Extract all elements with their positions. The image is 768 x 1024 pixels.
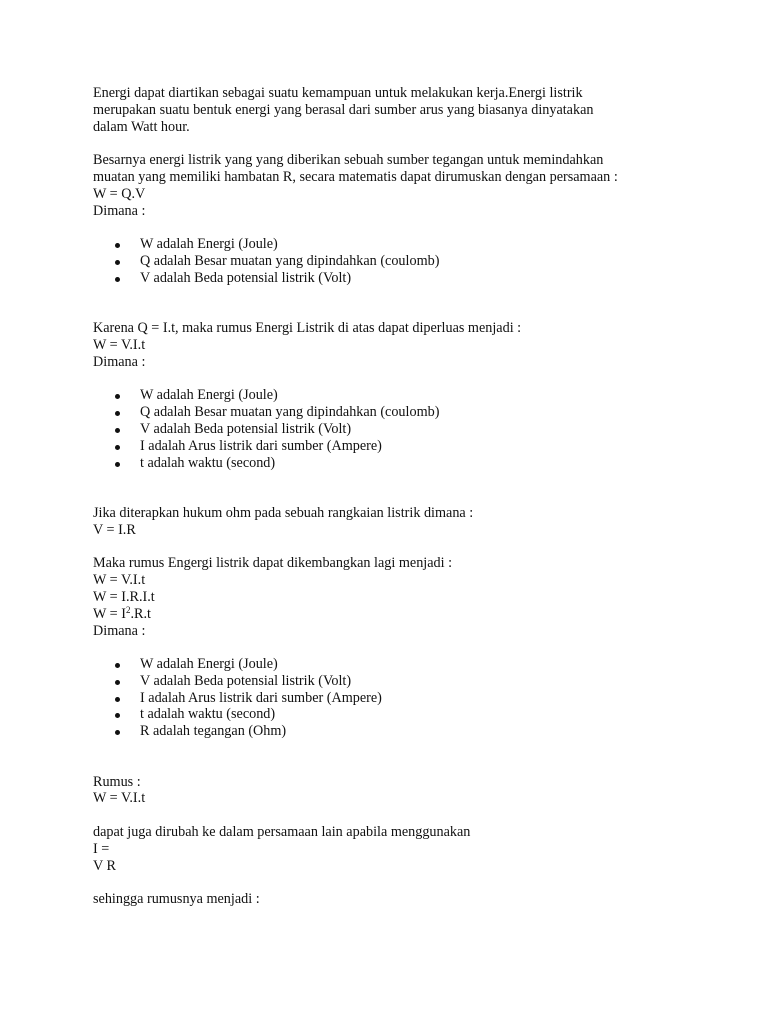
section3-line-1: Jika diterapkan hukum ohm pada sebuah rangkaian listrik dimana : bbox=[93, 504, 474, 521]
section3-formula-1: W = V.I.t bbox=[93, 572, 146, 589]
list-item: V adalah Beda potensial listrik (Volt) bbox=[93, 673, 713, 690]
section4-line-2: sehingga rumusnya menjadi : bbox=[93, 891, 260, 908]
bullet-icon bbox=[115, 243, 120, 248]
bullet-icon bbox=[115, 411, 120, 416]
bullet-icon bbox=[115, 730, 120, 735]
list-item: t adalah waktu (second) bbox=[93, 455, 713, 472]
section3-line-2: Maka rumus Engergi listrik dapat dikembangkan lagi menjadi : bbox=[93, 555, 453, 572]
list-item: I adalah Arus listrik dari sumber (Ampere) bbox=[93, 690, 713, 707]
current-equation: I = bbox=[93, 840, 110, 857]
section3-dimana: Dimana : bbox=[93, 622, 146, 639]
section3-formula-2: W = I.R.I.t bbox=[93, 588, 155, 605]
bullet-icon bbox=[115, 697, 120, 702]
list-item: Q adalah Besar muatan yang dipindahkan (coulomb) bbox=[93, 253, 713, 270]
intro-line-2: merupakan suatu bentuk energi yang berasal dari sumber arus yang biasanya dinyatakan bbox=[93, 101, 594, 118]
list-item: Q adalah Besar muatan yang dipindahkan (coulomb) bbox=[93, 404, 713, 421]
section1-formula: W = Q.V bbox=[93, 185, 146, 202]
document-page bbox=[93, 85, 713, 908]
list-item: V adalah Beda potensial listrik (Volt) bbox=[93, 421, 713, 438]
section3-definition-list bbox=[93, 656, 713, 740]
bullet-icon bbox=[115, 680, 120, 685]
list-item: R adalah tegangan (Ohm) bbox=[93, 723, 713, 740]
list-item: t adalah waktu (second) bbox=[93, 706, 713, 723]
intro-line-3: dalam Watt hour. bbox=[93, 118, 190, 135]
list-item: W adalah Energi (Joule) bbox=[93, 236, 713, 253]
list-item: I adalah Arus listrik dari sumber (Ampere) bbox=[93, 438, 713, 455]
fraction-v-r: V R bbox=[93, 857, 116, 874]
section2-definition-list bbox=[93, 387, 713, 471]
intro-line-1: Energi dapat diartikan sebagai suatu kemampuan untuk melakukan kerja.Energi listrik bbox=[93, 85, 583, 101]
section3-formula-3: $W = I^2.R.t$ bbox=[93, 604, 151, 622]
list-item: W adalah Energi (Joule) bbox=[93, 387, 713, 404]
section1-definition-list bbox=[93, 236, 713, 286]
bullet-icon bbox=[115, 462, 120, 467]
section4-line-1: dapat juga dirubah ke dalam persamaan lain apabila menggunakan bbox=[93, 824, 471, 841]
section2-line-1: Karena Q = I.t, maka rumus Energi Listrik di atas dapat diperluas menjadi : bbox=[93, 320, 522, 337]
section1-line-1: Besarnya energi listrik yang yang diberikan sebuah sumber tegangan untuk memindahkan bbox=[93, 152, 604, 169]
bullet-icon bbox=[115, 277, 120, 282]
section2-dimana: Dimana : bbox=[93, 353, 146, 370]
section2-formula: W = V.I.t bbox=[93, 336, 146, 353]
ohm-law-formula: V = I.R bbox=[93, 521, 136, 538]
bullet-icon bbox=[115, 663, 120, 668]
bullet-icon bbox=[115, 445, 120, 450]
rumus-formula: W = V.I.t bbox=[93, 790, 146, 807]
section1-line-2: muatan yang memiliki hambatan R, secara matematis dapat dirumuskan dengan persamaan : bbox=[93, 168, 618, 185]
bullet-icon bbox=[115, 394, 120, 399]
bullet-icon bbox=[115, 428, 120, 433]
rumus-heading: Rumus : bbox=[93, 773, 141, 790]
list-item: W adalah Energi (Joule) bbox=[93, 656, 713, 673]
bullet-icon bbox=[115, 260, 120, 265]
section1-dimana: Dimana : bbox=[93, 202, 146, 219]
list-item: V adalah Beda potensial listrik (Volt) bbox=[93, 270, 713, 287]
bullet-icon bbox=[115, 713, 120, 718]
